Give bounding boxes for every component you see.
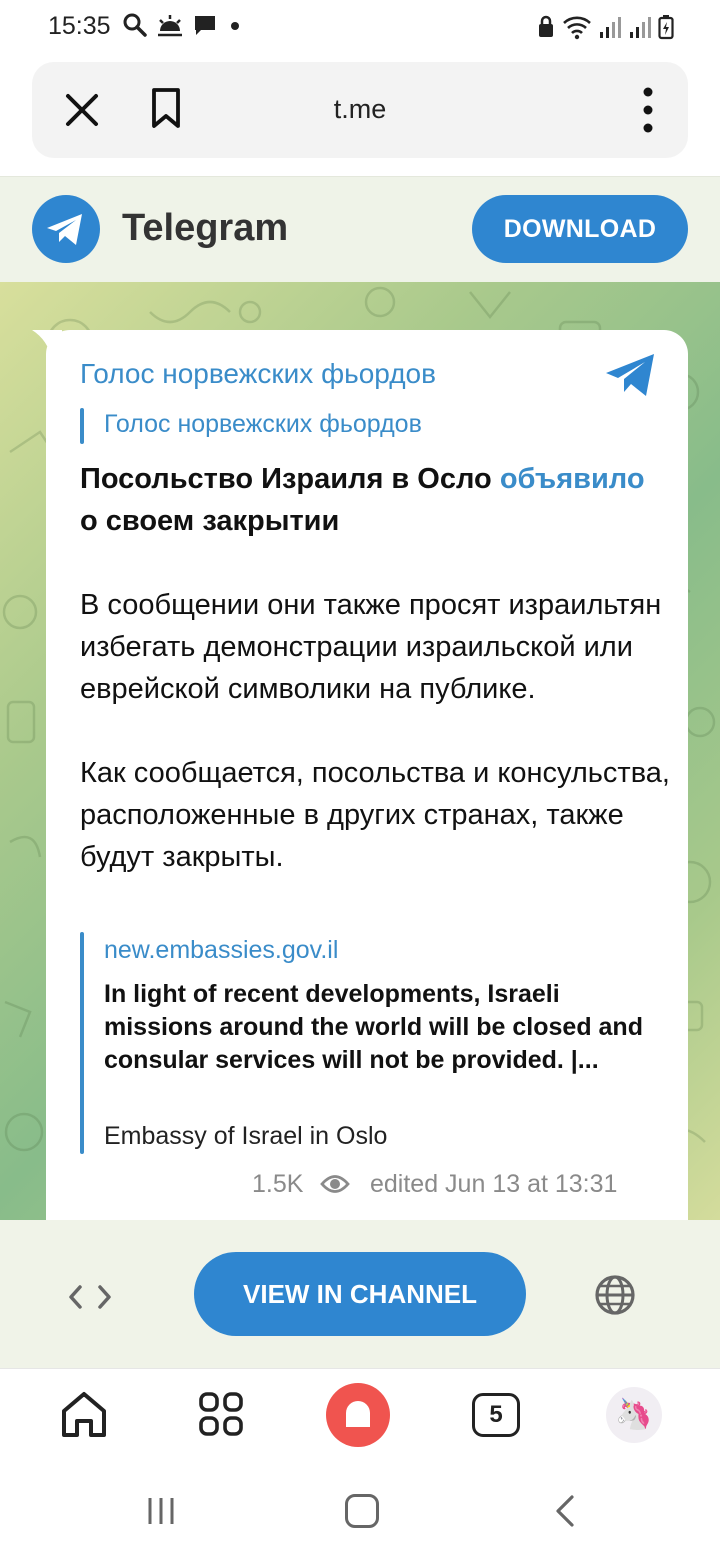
- wifi-icon: [562, 14, 592, 40]
- link-preview-site[interactable]: new.embassies.gov.il: [104, 936, 339, 964]
- lock-icon: [536, 14, 556, 40]
- forwarded-indicator-bar: [80, 408, 84, 444]
- more-vertical-icon[interactable]: [638, 86, 658, 134]
- recent-apps-icon[interactable]: [146, 1496, 176, 1526]
- status-notification-icons: [122, 12, 244, 38]
- profile-avatar[interactable]: 🦄: [606, 1387, 662, 1443]
- battery-icon: [658, 14, 674, 40]
- weather-icon: [156, 13, 184, 37]
- paragraph-gap: [80, 542, 670, 584]
- status-bar: [0, 0, 720, 56]
- address-bar-url[interactable]: t.me: [333, 94, 387, 124]
- message-views: 1.5K: [252, 1170, 304, 1198]
- status-system-icons: [536, 14, 674, 40]
- signal-icon: [598, 14, 622, 40]
- alice-assistant-icon[interactable]: [326, 1383, 390, 1447]
- message-edited-time: edited Jun 13 at 13:31: [370, 1170, 618, 1198]
- message-headline: [80, 458, 670, 542]
- telegram-action-bar: [0, 1220, 720, 1368]
- back-icon[interactable]: [554, 1494, 576, 1528]
- dot-icon: [226, 13, 244, 37]
- view-in-channel-button[interactable]: VIEW IN CHANNEL: [194, 1252, 526, 1336]
- system-home-icon[interactable]: [345, 1494, 379, 1528]
- forwarded-from[interactable]: Голос норвежских фьордов: [104, 410, 422, 438]
- apps-grid-icon[interactable]: [198, 1391, 244, 1437]
- globe-icon[interactable]: [594, 1274, 636, 1316]
- telegram-logo-icon[interactable]: [32, 195, 100, 263]
- message-text: [80, 458, 670, 878]
- status-time: 15:35: [48, 12, 111, 40]
- message-paragraph-1: В сообщении они также просят израильтян избегать демонстрации израильской или еврейской символики на публике.: [80, 589, 662, 705]
- message-icon: [192, 13, 218, 37]
- headline-part2: о своем закрытии: [80, 505, 340, 537]
- signal-icon: [628, 14, 652, 40]
- link-preview-title[interactable]: Embassy of Israel in Oslo: [104, 1122, 388, 1150]
- eye-icon: [320, 1171, 350, 1197]
- telegram-header: [0, 176, 720, 282]
- browser-bottom-nav: [0, 1368, 720, 1468]
- browser-toolbar: [32, 62, 688, 158]
- telegram-plane-icon[interactable]: [604, 352, 656, 398]
- telegram-wordmark[interactable]: Telegram: [122, 207, 289, 249]
- headline-part1: Посольство Израиля в Осло: [80, 463, 500, 495]
- tabs-counter-button[interactable]: 5: [472, 1393, 520, 1437]
- message-paragraph-2: Как сообщается, посольства и консульства, расположенные в других странах, также будут закрыты.: [80, 757, 670, 873]
- home-icon[interactable]: [58, 1389, 110, 1441]
- code-embed-icon[interactable]: [68, 1282, 112, 1312]
- download-button[interactable]: DOWNLOAD: [472, 195, 688, 263]
- link-preview-description[interactable]: In light of recent developments, Israeli missions around the world will be closed and consular services will not be provided. |...: [104, 980, 643, 1074]
- system-navigation-bar: [0, 1468, 720, 1560]
- search-icon: [122, 12, 148, 38]
- channel-name[interactable]: Голос норвежских фьордов: [80, 358, 436, 389]
- link-preview-bar: [80, 932, 84, 1154]
- paragraph-gap: [80, 710, 670, 752]
- headline-link[interactable]: объявило: [499, 463, 645, 495]
